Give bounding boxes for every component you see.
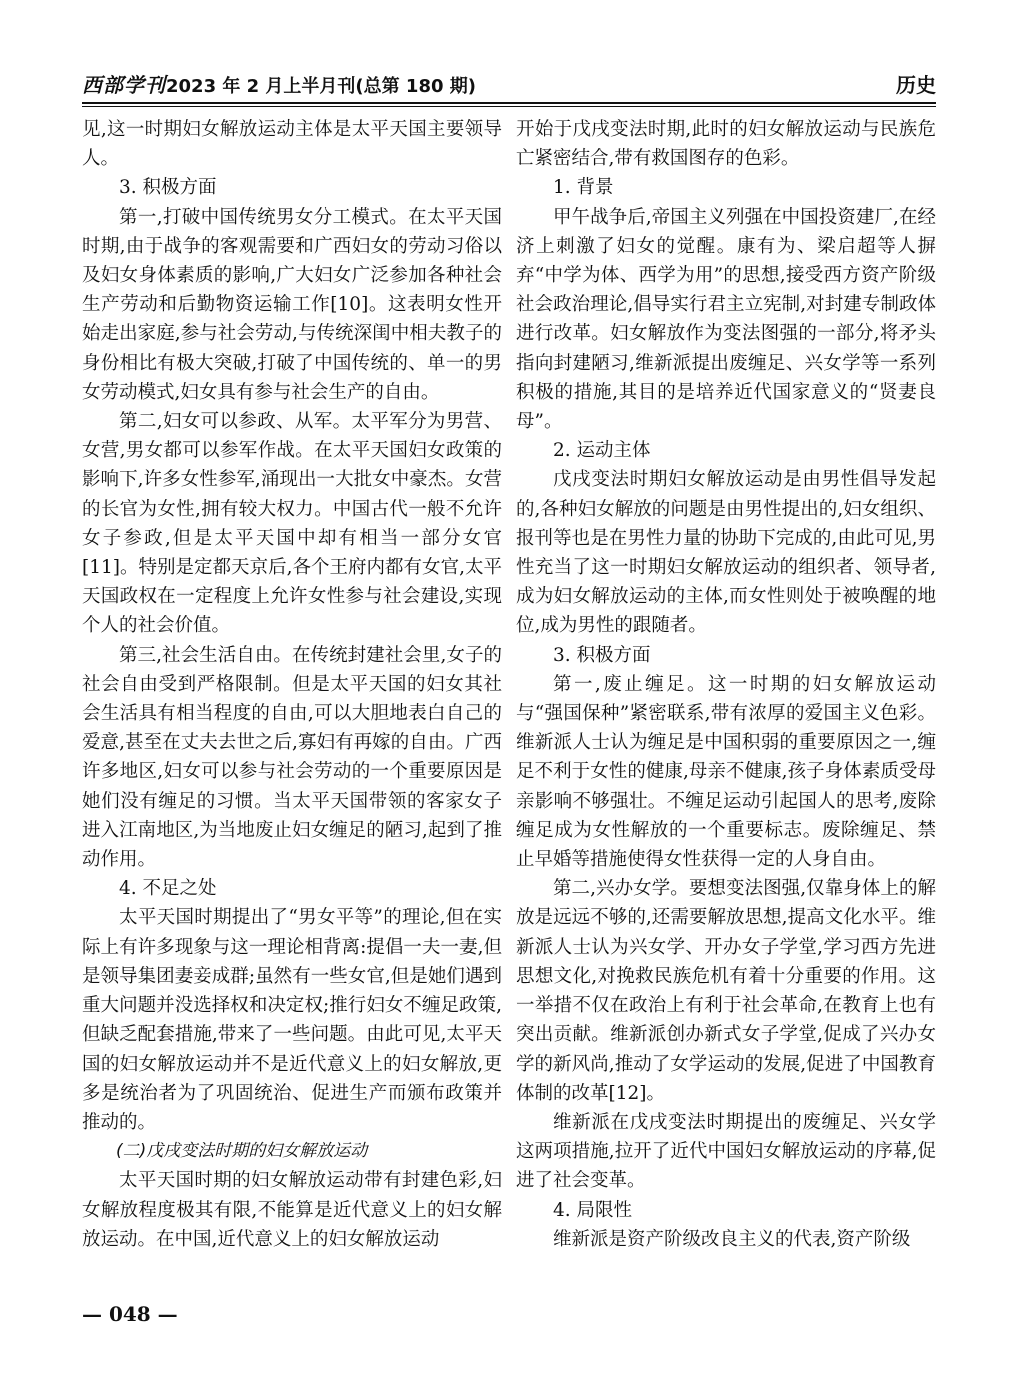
left-column: [82, 115, 502, 1254]
section-label: 历史: [896, 73, 936, 97]
header-rule-thin: [82, 106, 936, 107]
journal-info: [82, 69, 476, 98]
journal-issue: 2023 年 2 月上半月刊(总第 180 期): [166, 76, 476, 97]
paragraph: 甲午战争后,帝国主义列强在中国投资建厂,在经济上刺激了妇女的觉醒。康有为、梁启超等人摒弃“中学为体、西学为用”的思想,接受西方资产阶级社会政治理论,倡导实行君主立宪制,对封建专制政体进行改革。妇女解放作为变法图强的一部分,将矛头指向封建陋习,维新派提出废缠足、兴女学等一系列积极的措施,其目的是培养近代国家意义的“贤妻良母”。: [516, 206, 936, 433]
paragraph: 第三,社会生活自由。在传统封建社会里,女子的社会自由受到严格限制。但是太平天国的妇女其社会生活具有相当程度的自由,可以大胆地表白自己的爱意,甚至在丈夫去世之后,寡妇有再嫁的自由。广西许多地区,妇女可以参与社会劳动的一个重要原因是她们没有缠足的习惯。当太平天国带领的客家女子进入江南地区,为当地废止妇女缠足的陋习,起到了推动作用。: [82, 644, 502, 871]
paragraph: 维新派在戊戌变法时期提出的废缠足、兴女学这两项措施,拉开了近代中国妇女解放运动的序幕,促进了社会变革。: [516, 1111, 936, 1192]
page-number: — 048 —: [82, 1302, 178, 1326]
section-heading: 4. 不足之处: [119, 878, 217, 900]
section-heading: 3. 积极方面: [553, 644, 651, 666]
section-heading: 1. 背景: [553, 177, 614, 199]
right-column: [516, 115, 936, 1254]
page-header: [82, 68, 936, 98]
paragraph: 太平天国时期提出了“男女平等”的理论,但在实际上有许多现象与这一理论相背离:提倡一夫一妻,但是领导集团妻妾成群;虽然有一些女官,但是她们遇到重大问题并没选择权和决定权;推行妇女不缠足政策,但缺乏配套措施,带来了一些问题。由此可见,太平天国的妇女解放运动并不是近代意义上的妇女解放,更多是统治者为了巩固统治、促进生产而颁布政策并推动的。: [82, 907, 502, 1133]
paragraph: 第二,妇女可以参政、从军。太平军分为男营、女营,男女都可以参军作战。在太平天国妇女政策的影响下,许多女性参军,涌现出一大批女中豪杰。女营的长官为女性,拥有较大权力。中国古代一般不允许女子参政,但是太平天国中却有相当一部分女官[11]。特别是定都天京后,各个王府内都有女官,太平天国政权在一定程度上允许女性参与社会建设,实现个人的社会价值。: [82, 411, 502, 637]
paragraph: 见,这一时期妇女解放运动主体是太平天国主要领导人。: [82, 119, 502, 170]
header-rule-thick: [82, 102, 936, 104]
section-heading: 3. 积极方面: [119, 177, 217, 199]
journal-name: 西部学刊: [82, 73, 166, 97]
paragraph: 第二,兴办女学。要想变法图强,仅靠身体上的解放是远远不够的,还需要解放思想,提高文化水平。维新派人士认为兴女学、开办女子学堂,学习西方先进思想文化,对挽救民族危机有着十分重要的作用。这一举措不仅在政治上有利于社会革命,在教育上也有突出贡献。维新派创办新式女子学堂,促成了兴办女学的新风尚,推动了女学运动的发展,促进了中国教育体制的改革[12]。: [516, 878, 936, 1104]
subsection-title: (二)戊戌变法时期的妇女解放运动: [116, 1141, 368, 1162]
paragraph: 第一,打破中国传统男女分工模式。在太平天国时期,由于战争的客观需要和广西妇女的劳动习俗以及妇女身体素质的影响,广大妇女广泛参加各种社会生产劳动和后勤物资运输工作[10]。这表明女性开始走出家庭,参与社会劳动,与传统深闺中相夫教子的身份相比有极大突破,打破了中国传统的、单一的男女劳动模式,妇女具有参与社会生产的自由。: [82, 206, 502, 403]
paragraph: 戊戌变法时期妇女解放运动是由男性倡导发起的,各种妇女解放的问题是由男性提出的,妇女组织、报刊等也是在男性力量的协助下完成的,由此可见,男性充当了这一时期妇女解放运动的组织者、领导者,成为妇女解放运动的主体,而女性则处于被唤醒的地位,成为男性的跟随者。: [516, 469, 936, 637]
paragraph: 开始于戊戌变法时期,此时的妇女解放运动与民族危亡紧密结合,带有救国图存的色彩。: [516, 119, 936, 170]
section-heading: 4. 局限性: [553, 1199, 633, 1221]
section-heading: 2. 运动主体: [553, 440, 651, 462]
paragraph: 维新派是资产阶级改良主义的代表,资产阶级: [553, 1228, 911, 1250]
paragraph: 太平天国时期的妇女解放运动带有封建色彩,妇女解放程度极其有限,不能算是近代意义上的妇女解放运动。在中国,近代意义上的妇女解放运动: [82, 1170, 502, 1250]
paragraph: 第一,废止缠足。这一时期的妇女解放运动与“强国保种”紧密联系,带有浓厚的爱国主义色彩。维新派人士认为缠足是中国积弱的重要原因之一,缠足不利于女性的健康,母亲不健康,孩子身体素质受母亲影响不够强壮。不缠足运动引起国人的思考,废除缠足成为女性解放的一个重要标志。废除缠足、禁止早婚等措施使得女性获得一定的人身自由。: [516, 673, 936, 871]
